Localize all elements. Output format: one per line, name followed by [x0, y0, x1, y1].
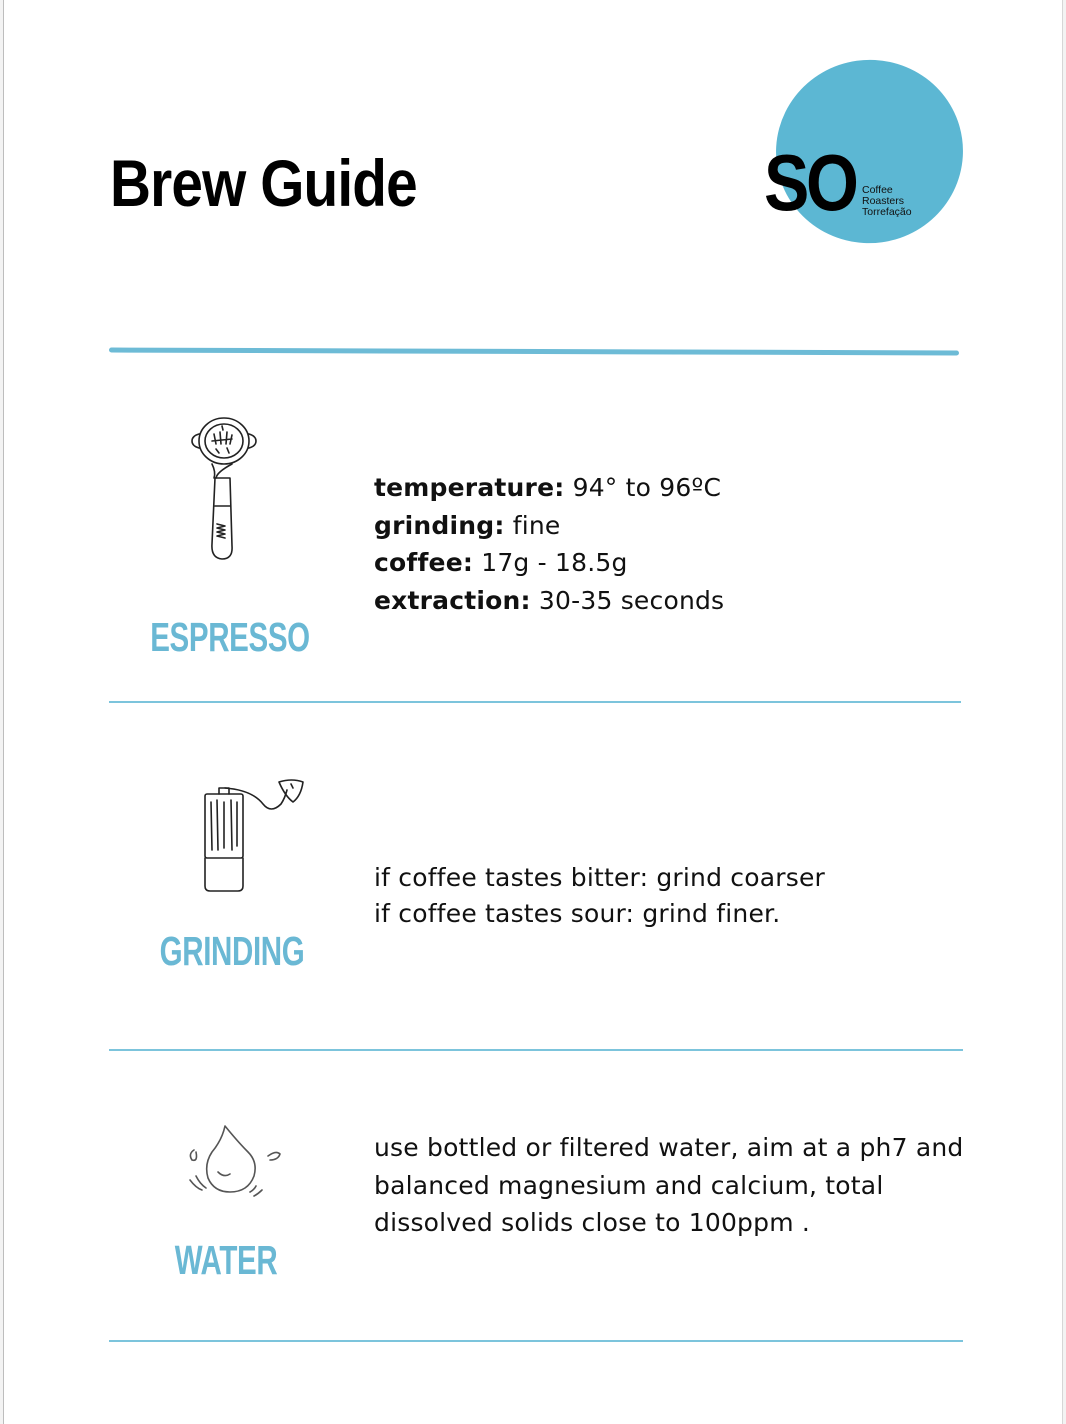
section-divider — [109, 1049, 963, 1051]
portafilter-icon — [182, 414, 262, 564]
water-drop-icon — [182, 1120, 292, 1210]
spec-key: grinding: — [374, 510, 505, 540]
spec-value: 94° to 96ºC — [572, 473, 722, 502]
grinding-tips — [374, 860, 825, 932]
brew-guide-page — [3, 0, 1063, 1424]
spec-value: fine — [512, 510, 561, 540]
water-advice-line: dissolved solids close to 100ppm . — [374, 1208, 811, 1237]
water-advice-line: balanced magnesium and calcium, total — [374, 1170, 884, 1200]
spec-extraction — [374, 582, 724, 620]
logo-tagline — [862, 185, 912, 218]
logo-initials: SO — [764, 138, 856, 227]
section-label-grinding: GRINDING — [159, 928, 305, 974]
section-divider — [109, 701, 961, 703]
spec-temperature — [374, 469, 724, 507]
spec-value: 30-35 seconds — [538, 585, 725, 615]
page-title: Brew Guide — [110, 146, 417, 220]
logo-tagline-line: Roasters — [862, 195, 905, 207]
water-advice-line: use bottled or filtered water, aim at a ph7 and — [374, 1133, 964, 1162]
water-advice — [374, 1129, 963, 1242]
header-divider — [109, 348, 959, 356]
spec-key: extraction: — [374, 585, 531, 615]
section-divider — [109, 1340, 963, 1342]
grinding-tip: if coffee tastes bitter: grind coarser — [374, 863, 826, 892]
logo-tagline-line: Coffee — [862, 184, 893, 196]
spec-coffee — [374, 544, 724, 582]
spec-grinding — [374, 507, 724, 545]
grinding-tip: if coffee tastes sour: grind finer. — [374, 899, 781, 928]
logo — [760, 55, 970, 250]
spec-value: 17g - 18.5g — [481, 548, 628, 577]
espresso-specs — [374, 469, 724, 619]
section-label-espresso: ESPRESSO — [150, 614, 310, 660]
spec-key: temperature: — [374, 473, 565, 502]
logo-tagline-line: Torrefação — [862, 206, 912, 218]
section-label-water: WATER — [174, 1237, 278, 1283]
hand-grinder-icon — [197, 774, 312, 899]
spec-key: coffee: — [374, 548, 474, 577]
